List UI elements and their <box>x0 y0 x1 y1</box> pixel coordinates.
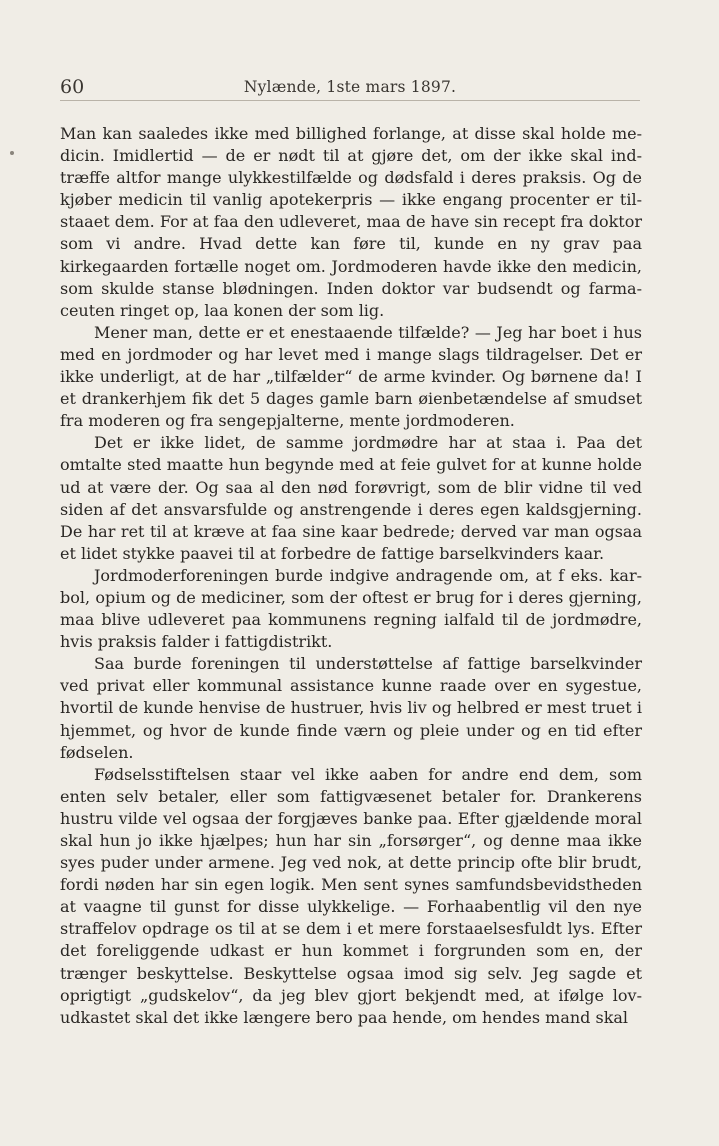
paragraph: Det er ikke lidet, de samme jordmødre har at staa i. Paa det omtalte sted maatte hun begynde med at feie gulvet for at kunne holde ud at være der. Og saa al den nød forøvrigt, som de blir vidne til ved siden af det ansvarsfulde og anstrengende i deres egen kaldsgjerning. De har ret til at kræve at faa sine kaar bedrede; derved var man ogsaa et lidet stykke paavei til at forbedre de fattige barselkvinders kaar. <box>60 433 642 563</box>
paragraph: Fødselsstiftelsen staar vel ikke aaben for andre end dem, som enten selv betaler, eller som fattigvæsenet betaler for. Drankerens hustru vilde vel ogsaa der forgjæves banke paa. Efter gjældende moral skal hun jo ikke hjælpes; hun har sin „forsørger“, og denne maa ikke syes puder under armene. Jeg ved nok, at dette princip ofte blir brudt, fordi nøden har sin egen logik. Men sent synes samfundsbevidstheden at vaagne til gunst for disse ulykkelige. — Forhaabentlig vil den nye straffelov opdrage os til at se dem i et mere forstaaelsesfuldt lys. Efter det foreliggende udkast er hun kommet i forgrunden som en, der trænger beskyttelse. Beskyttelse ogsaa imod sig selv. Jeg sagde et oprigtigt „gudskelov“, da jeg blev gjort bekjendt med, at ifølge lovudkastet skal det ikke længere bero paa hende, om hendes mand skal <box>60 764 642 1027</box>
header-rule <box>60 100 640 101</box>
paragraph: Jordmoderforeningen burde indgive andragende om, at f eks. karbol, opium og de mediciner, som der oftest er brug for i deres gjerning, maa blive udleveret paa kommunens regning ialfald til de jordmødre, hvis praksis falder i fattigdistrikt. <box>60 565 642 652</box>
paragraph: Mener man, dette er et enestaaende tilfælde? — Jeg har boet i hus med en jordmoder og har levet med i mange slags tildragelser. Det er ikke underligt, at de har „tilfælder“ de arme kvinder. Og børnene da! I et drankerhjem fik det 5 dages gamle barn øienbetændelse af smudset fra moderen og fra sengepjalterne, mente jordmoderen. <box>60 322 642 431</box>
page-header <box>60 76 640 102</box>
paragraph: Man kan saaledes ikke med billighed forlange, at disse skal holde medicin. Imidlertid — de er nødt til at gjøre det, om der ikke skal indtræffe altfor mange ulykkestilfælde og dødsfald i deres praksis. Og de kjøber medicin til vanlig apotekerpris — ikke engang procenter er tilstaaet dem. For at faa den udleveret, maa de have sin recept fra doktor som vi andre. Hvad dette kan føre til, kunde en ny grav paa kirkegaarden fortælle noget om. Jordmoderen havde ikke den medicin, som skulde stanse blødningen. Inden doktor var budsendt og farmaceuten ringet op, laa konen der som lig. <box>60 124 642 320</box>
margin-mark <box>10 151 14 155</box>
body-text <box>60 123 642 1029</box>
paragraph: Saa burde foreningen til understøttelse af fattige barselkvinder ved privat eller kommunal assistance kunne raade over en sygestue, hvortil de kunde henvise de hustruer, hvis liv og helbred er mest truet i hjemmet, og hvor de kunde finde værn og pleie under og en tid efter fødselen. <box>60 654 642 762</box>
running-head: Nylænde, 1ste mars 1897. <box>243 78 457 96</box>
page-number: 60 <box>60 76 85 98</box>
